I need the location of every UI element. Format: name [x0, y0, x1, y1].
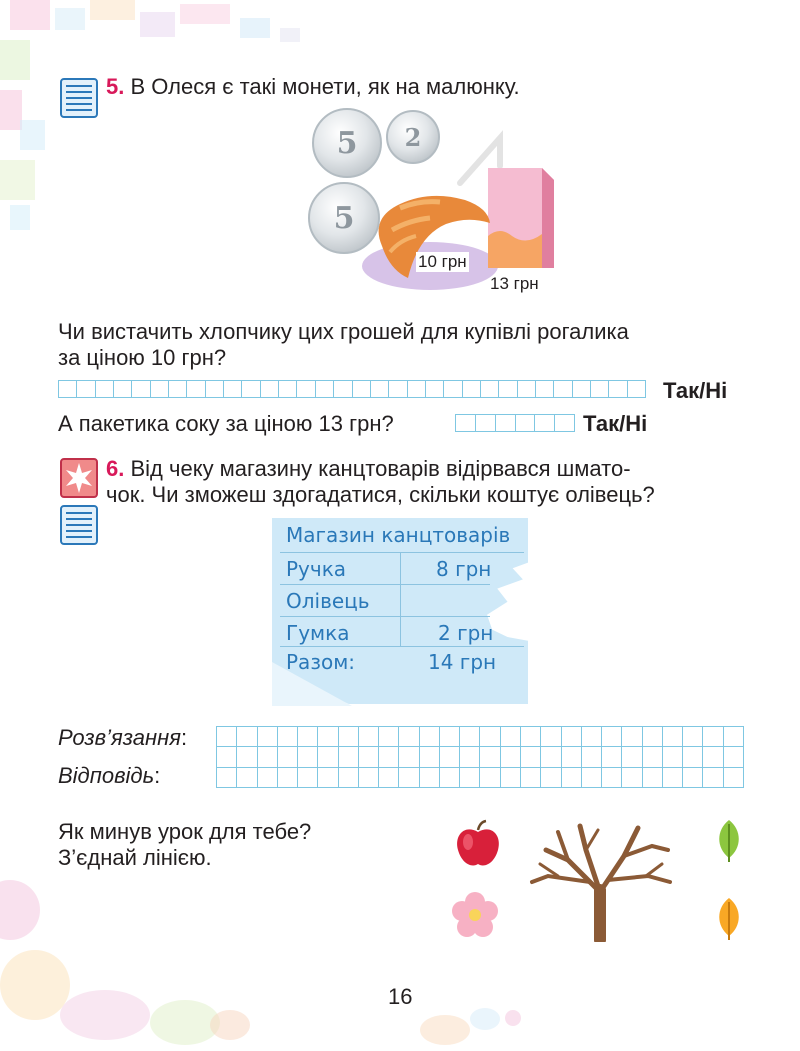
receipt-price-pen: 8 грн: [436, 557, 492, 581]
receipt-price-eraser: 2 грн: [438, 621, 494, 645]
grid-cell: [426, 381, 444, 398]
grid-cell: [298, 747, 318, 767]
tree-icon[interactable]: [528, 820, 678, 942]
grid-cell: [217, 768, 237, 788]
grid-cell: [602, 768, 622, 788]
grid-cell: [683, 768, 703, 788]
grid-cell: [562, 727, 582, 747]
grid-cell: [258, 747, 278, 767]
grid-cell: [536, 381, 554, 398]
grid-cell: [703, 747, 723, 767]
grid-cell: [463, 381, 481, 398]
grid-cell: [318, 768, 338, 788]
croissant-price-label: 10 грн: [418, 252, 467, 271]
answer2-cells[interactable]: [455, 414, 575, 432]
grid-cell: [663, 768, 683, 788]
grid-cell: [318, 747, 338, 767]
grid-cell: [501, 727, 521, 747]
grid-cell: [518, 381, 536, 398]
grid-cell: [480, 727, 500, 747]
coin-2-uah: 2: [386, 110, 440, 164]
grid-cell: [582, 768, 602, 788]
receipt-divider: [280, 584, 490, 585]
task5-heading: [106, 73, 520, 101]
grid-cell: [622, 768, 642, 788]
grid-cell: [379, 747, 399, 767]
grid-cell: [339, 727, 359, 747]
grid-cell: [258, 768, 278, 788]
grid-cell: [359, 768, 379, 788]
grid-cell: [643, 727, 663, 747]
receipt-item-pen: Ручка: [286, 557, 347, 581]
grid-cell: [516, 415, 536, 432]
page-number: 16: [388, 984, 413, 1009]
notebook-icon: [60, 78, 98, 118]
grid-cell: [187, 381, 205, 398]
grid-cell: [480, 747, 500, 767]
receipt-divider: [280, 552, 524, 553]
grid-cell: [420, 727, 440, 747]
orange-leaf-icon[interactable]: [714, 896, 744, 942]
task6-number: 6.: [106, 456, 125, 481]
grid-cell: [521, 747, 541, 767]
grid-cell: [440, 727, 460, 747]
grid-cell: [278, 727, 298, 747]
juice-price-label: 13 грн: [490, 274, 539, 293]
grid-cell: [261, 381, 279, 398]
grid-cell: [389, 381, 407, 398]
grid-cell: [582, 747, 602, 767]
grid-cell: [371, 381, 389, 398]
grid-cell: [622, 747, 642, 767]
grid-cell: [480, 768, 500, 788]
answer2-options[interactable]: Так/Ні: [583, 411, 648, 436]
reflection-line1: Як минув урок для тебе?: [58, 819, 312, 844]
grid-cell: [339, 747, 359, 767]
grid-cell: [420, 768, 440, 788]
grid-cell: [151, 381, 169, 398]
grid-cell: [562, 768, 582, 788]
grid-cell: [278, 747, 298, 767]
coin-5-uah: 5: [312, 108, 382, 178]
grid-cell: [258, 727, 278, 747]
solution-grid[interactable]: [216, 726, 744, 788]
grid-cell: [703, 727, 723, 747]
task6-line1: [106, 455, 631, 483]
grid-cell: [535, 415, 555, 432]
grid-cell: [278, 768, 298, 788]
receipt-title: Магазин канцтоварів: [286, 523, 511, 547]
grid-cell: [499, 381, 517, 398]
answer-label: Відповідь:: [58, 763, 161, 788]
grid-cell: [521, 768, 541, 788]
receipt-item-eraser: Гумка: [286, 621, 350, 645]
juice-box-icon: [488, 168, 554, 268]
grid-cell: [420, 747, 440, 767]
grid-cell: [460, 747, 480, 767]
grid-cell: [96, 381, 114, 398]
task5-text: В Олеся є такі монети, як на малюнку.: [130, 74, 520, 99]
grid-cell: [554, 381, 572, 398]
grid-cell: [724, 768, 744, 788]
grid-cell: [297, 381, 315, 398]
grid-cell: [521, 727, 541, 747]
grid-cell: [573, 381, 591, 398]
grid-cell: [339, 768, 359, 788]
grid-cell: [643, 747, 663, 767]
flower-icon[interactable]: [452, 892, 498, 938]
grid-cell: [206, 381, 224, 398]
grid-cell: [476, 415, 496, 432]
grid-cell: [59, 381, 77, 398]
grid-cell: [298, 727, 318, 747]
grid-cell: [724, 727, 744, 747]
grid-cell: [237, 727, 257, 747]
task6-text-line2: чок. Чи зможеш здогадатися, скільки коштує олівець?: [106, 482, 655, 507]
grid-cell: [77, 381, 95, 398]
grid-cell: [217, 727, 237, 747]
green-leaf-icon[interactable]: [714, 818, 744, 864]
grid-cell: [318, 727, 338, 747]
grid-cell: [703, 768, 723, 788]
receipt-column-divider: [400, 553, 401, 646]
receipt-total-label: Разом:: [286, 650, 356, 674]
grid-cell: [683, 747, 703, 767]
question1-line2: за ціною 10 грн?: [58, 345, 227, 370]
grid-cell: [334, 381, 352, 398]
star-icon: [60, 458, 98, 498]
grid-cell: [562, 747, 582, 767]
grid-cell: [683, 727, 703, 747]
grid-cell: [169, 381, 187, 398]
question1-line1: Чи вистачить хлопчику цих грошей для купівлі рогалика: [58, 319, 629, 344]
grid-cell: [359, 727, 379, 747]
grid-cell: [132, 381, 150, 398]
grid-cell: [501, 768, 521, 788]
grid-cell: [663, 747, 683, 767]
grid-cell: [456, 415, 476, 432]
task6-text-line1: Від чеку магазину канцтоварів відірвався шмато-: [130, 456, 631, 481]
grid-cell: [496, 415, 516, 432]
grid-cell: [237, 747, 257, 767]
grid-cell: [237, 768, 257, 788]
grid-cell: [408, 381, 426, 398]
grid-cell: [541, 768, 561, 788]
grid-cell: [217, 747, 237, 767]
purchase-illustration: [360, 128, 580, 298]
receipt-divider: [280, 646, 524, 647]
grid-cell: [440, 768, 460, 788]
grid-cell: [359, 747, 379, 767]
grid-cell: [460, 768, 480, 788]
answer1-options[interactable]: Так/Ні: [663, 378, 728, 403]
grid-cell: [582, 727, 602, 747]
grid-cell: [242, 381, 260, 398]
coin-5-uah-second: 5: [308, 182, 380, 254]
grid-cell: [379, 727, 399, 747]
grid-cell: [724, 747, 744, 767]
notebook-icon-task6: [60, 505, 98, 545]
receipt-item-pencil: Олівець: [286, 589, 370, 613]
grid-cell: [643, 768, 663, 788]
grid-cell: [316, 381, 334, 398]
grid-cell: [444, 381, 462, 398]
grid-cell: [541, 747, 561, 767]
grid-cell: [399, 768, 419, 788]
grid-cell: [609, 381, 627, 398]
grid-cell: [279, 381, 297, 398]
grid-cell: [440, 747, 460, 767]
grid-cell: [481, 381, 499, 398]
receipt-total-value: 14 грн: [428, 650, 497, 674]
grid-cell: [628, 381, 646, 398]
grid-cell: [224, 381, 242, 398]
grid-cell: [399, 747, 419, 767]
grid-cell: [353, 381, 371, 398]
grid-cell: [663, 727, 683, 747]
grid-cell: [591, 381, 609, 398]
question2: А пакетика соку за ціною 13 грн?: [58, 411, 394, 436]
grid-cell: [602, 727, 622, 747]
grid-cell: [602, 747, 622, 767]
grid-cell: [541, 727, 561, 747]
grid-cell: [501, 747, 521, 767]
grid-cell: [379, 768, 399, 788]
task5-number: 5.: [106, 74, 125, 99]
solution-label: Розв’язання:: [58, 725, 188, 750]
grid-cell: [460, 727, 480, 747]
grid-cell: [622, 727, 642, 747]
apple-icon[interactable]: [452, 818, 504, 870]
grid-cell: [114, 381, 132, 398]
answer1-cells[interactable]: [58, 380, 646, 398]
grid-cell: [399, 727, 419, 747]
grid-cell: [555, 415, 575, 432]
grid-cell: [298, 768, 318, 788]
reflection-line2: З’єднай лінією.: [58, 845, 212, 870]
receipt-divider: [280, 616, 490, 617]
